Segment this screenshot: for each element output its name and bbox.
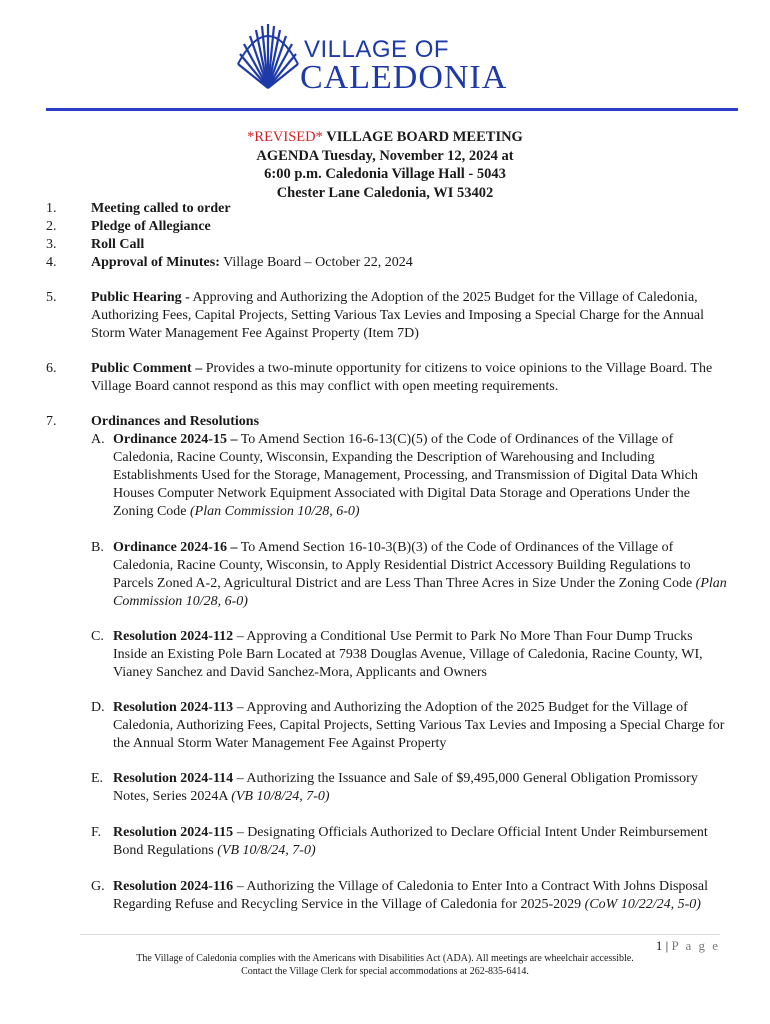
page-word: P a g e	[671, 938, 720, 953]
subitem-text: – Designating Officials Authorized to Declare Official Intent Under Reimbursement Bond Regulations	[113, 825, 708, 858]
ada-notice-line-2: Contact the Village Clerk for special accommodations at 262-835-6414.	[241, 966, 529, 977]
subitem-letter: A.	[91, 432, 105, 447]
title-line-3: 6:00 p.m. Caledonia Village Hall - 5043	[264, 166, 506, 182]
footer-divider	[80, 934, 720, 935]
logo-text-village-of: VILLAGE OF	[304, 36, 450, 63]
subitem-vote: (CoW 10/22/24, 5-0)	[584, 897, 701, 912]
subitem-letter: G.	[91, 879, 105, 894]
subitem-letter: C.	[91, 629, 104, 644]
item-heading: Roll Call	[91, 237, 145, 252]
item-number: 6.	[46, 361, 57, 376]
page-number-value: 1	[655, 938, 663, 953]
item-heading: Public Hearing -	[91, 290, 190, 305]
subitem-heading: Resolution 2024-115	[113, 825, 234, 840]
subitem-letter: B.	[91, 540, 104, 555]
item-number: 3.	[46, 237, 57, 252]
subitem-heading: Resolution 2024-112	[113, 629, 234, 644]
item-number: 7.	[46, 414, 57, 429]
subitem-text: To Amend Section 16-6-13(C)(5) of the Code of Ordinances of the Village of Caledonia, Racine County, Wisconsin, Expanding the Description of Warehousing and Including Establishments Used for the Storage, Management, Processing, and Transmission of Digital Data Which Houses Computer Network Equipment Associated with Digital Data Storage and Operations Under the Zoning Code	[113, 432, 698, 519]
subitem-heading: Resolution 2024-113	[113, 700, 234, 715]
item-number: 5.	[46, 290, 57, 305]
subitem-letter: F.	[91, 825, 102, 840]
item-heading: Pledge of Allegiance	[91, 219, 211, 234]
title-line-1: VILLAGE BOARD MEETING	[322, 129, 523, 145]
page-separator: |	[662, 938, 672, 953]
leaf-emblem-icon	[232, 18, 304, 90]
item-heading: Public Comment –	[91, 361, 203, 376]
subitem-heading: Ordinance 2024-15 –	[113, 432, 238, 447]
subitem-heading: Ordinance 2024-16 –	[113, 540, 238, 555]
subitem-heading: Resolution 2024-114	[113, 771, 234, 786]
village-logo	[232, 14, 532, 94]
subitem-vote: (Plan Commission 10/28, 6-0)	[190, 504, 360, 519]
subitem-vote: (VB 10/8/24, 7-0)	[231, 789, 330, 804]
title-line-2: AGENDA Tuesday, November 12, 2024 at	[256, 147, 514, 164]
subitem-text: – Approving a Conditional Use Permit to Park No More Than Four Dump Trucks Inside an Existing Pole Barn Located at 7938 Douglas Avenue, Village of Caledonia, Racine County, WI, Vianey Sanchez and David Sanchez-Mora, Applicants and Owners	[113, 629, 703, 680]
item-text: Village Board – October 22, 2024	[219, 255, 413, 270]
title-line-4: Chester Lane Caledonia, WI 53402	[276, 184, 494, 201]
item-heading: Approval of Minutes:	[91, 255, 220, 270]
ada-notice-line-1: The Village of Caledonia complies with the Americans with Disabilities Act (ADA). All meetings are wheelchair accessible.	[136, 953, 634, 964]
item-number: 1.	[46, 201, 57, 216]
item-number: 2.	[46, 219, 57, 234]
item-text: Provides a two-minute opportunity for citizens to voice opinions to the Village Board. The Village Board cannot respond as this may conflict with open meeting requirements.	[91, 361, 713, 394]
item-number: 4.	[46, 255, 57, 270]
header-divider	[46, 108, 738, 111]
subitem-text: – Authorizing the Village of Caledonia to Enter Into a Contract With Johns Disposal Regarding Refuse and Recycling Service in the Village of Caledonia for 2025-2029	[113, 879, 708, 912]
subitem-letter: E.	[91, 771, 104, 786]
subitem-text: – Approving and Authorizing the Adoption of the 2025 Budget for the Village of Caledonia, Authorizing Fees, Capital Projects, Setting Various Tax Levies and Imposing a Special Charge for the Annual Storm Water Management Fee Against Property	[113, 700, 725, 751]
ada-notice	[60, 952, 710, 978]
item-heading: Ordinances and Resolutions	[91, 414, 260, 429]
subitem-vote: (Plan Commission 10/28, 6-0)	[113, 576, 727, 609]
subitem-vote: (VB 10/8/24, 7-0)	[217, 843, 316, 858]
agenda-title	[120, 128, 650, 202]
subitem-letter: D.	[91, 700, 105, 715]
subitem-heading: Resolution 2024-116	[113, 879, 234, 894]
subitem-text: – Authorizing the Issuance and Sale of $9,495,000 General Obligation Promissory Notes, Series 2024A	[113, 771, 698, 804]
item-text: Approving and Authorizing the Adoption of the 2025 Budget for the Village of Caledonia, Authorizing Fees, Capital Projects, Setting Various Tax Levies and Imposing a Special Charge for the Annual Storm Water Management Fee Against Property (Item 7D)	[91, 290, 704, 341]
logo-text-caledonia: CALEDONIA	[300, 59, 508, 96]
revised-label: *REVISED*	[247, 129, 323, 145]
subitem-text: To Amend Section 16-10-3(B)(3) of the Code of Ordinances of the Village of Caledonia, Racine County, Wisconsin, to Apply Residential District Accessory Building Regulations to Parcels Zoned A-2, Agricultural District and are Less Than Three Acres in Size Under the Zoning Code	[113, 540, 696, 591]
item-heading: Meeting called to order	[91, 201, 231, 216]
